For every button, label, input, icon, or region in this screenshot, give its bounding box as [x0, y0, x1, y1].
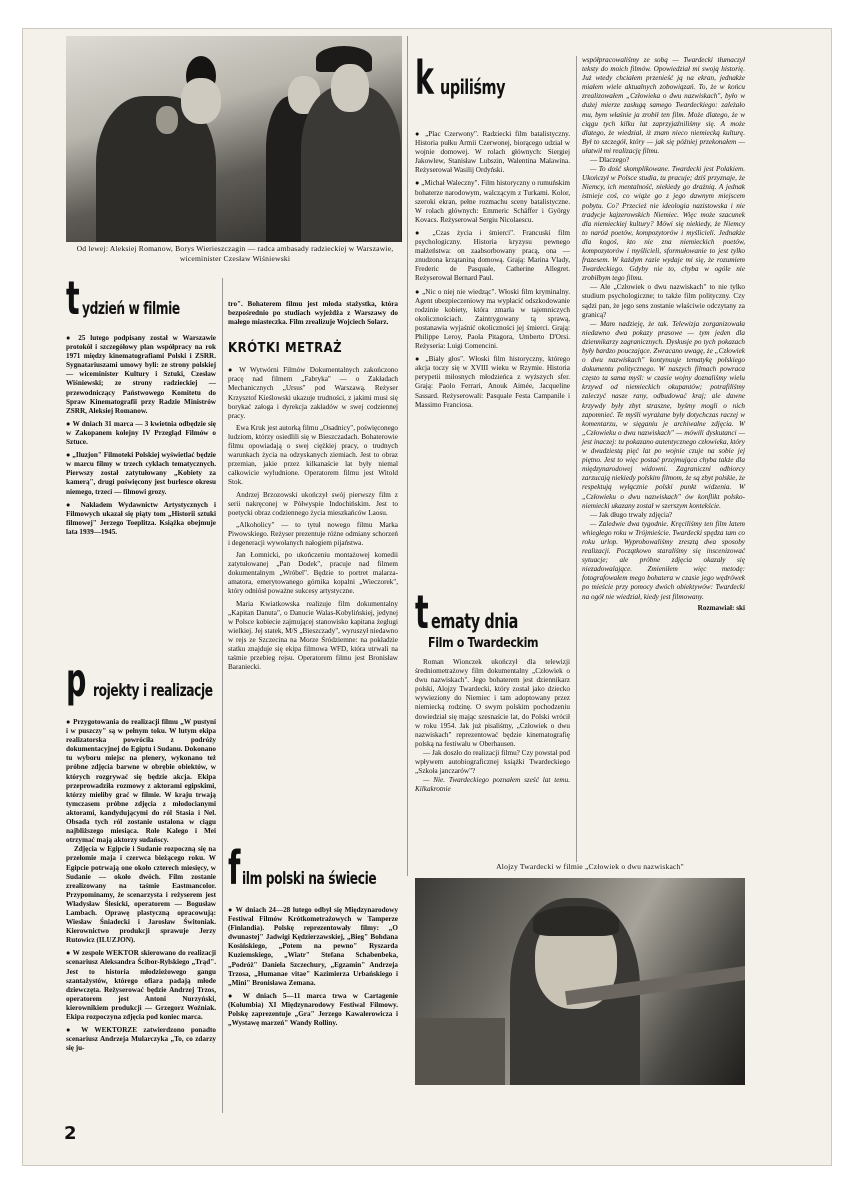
kupilismy-p1: ● „Plac Czerwony". Radziecki film batalistyczny. Historia pułku Armii Czerwonej, biorącego udział w wojnie domowej. W rolach głównych: Siergiej Jakowlew, Stanisław Lubszin, Walentina Malawina. Reżyserował Wasilij Ordyński. — [415, 130, 570, 175]
krotki-p1: ● W Wytwórni Filmów Dokumentalnych zakończono pracę nad filmem „Fabryka" — o Zakładach Mechanicznych „Ursus" pod Warszawą. Reżyser Krzysztof Kieślowski ukazuje trudności, z jakimi musi się borykać załoga i dyrekcja zakładów w swej codziennej pracy. — [228, 366, 398, 420]
tematy-p2: — Jak doszło do realizacji filmu? Czy powstał pod wpływem autobiograficznej książki Twardeckiego „Szkoła janczarów"? — [415, 748, 570, 776]
photo-delegation — [66, 36, 402, 242]
krotki-p5: Jan Łomnicki, po ukończeniu montażowej komedii zatytułowanej „Pan Dodek", pracuje nad filmem dokumentalnym „Wróbel". Będzie to portret malarza-amatora, emerytowanego górnika kopalni „Wieczorek", który odniósł poważne sukcesy artystyczne. — [228, 551, 398, 596]
section-tydzien — [66, 271, 216, 537]
page-number: 2 — [64, 1123, 77, 1144]
krotki-p6: Maria Kwiatkowska realizuje film dokumentalny „Kapitan Danuta", o Danucie Walas-Kobylińskiej, jedynej w Polsce kobiecie zajmującej stanowisko kapitana żeglugi wielkiej. Jej statek, M/S „Bieszczady", wyruszył niedawno w rejs ze Szczecina na Morze Śródziemne: na pokładzie statku znajduje się ekipa filmowa WFD, która utrwali na taśmie przebieg rejsu. Operatorem filmu jest Bronisław Baraniecki. — [228, 599, 398, 672]
section-swiat — [228, 841, 398, 1028]
interview-p7: — Zaledwie dwa tygodnie. Kręciliśmy ten film latem whiegłego roku w Trójmieście. Twardecki spędza tam co roku urlop. Wyprobowaliśmy zresztą dwa sposoby realizacji. Początkowo staraliśmy się inscenizować sytuacje; ale próbne zdjęcia okazały się niezadowalające. Zmieniłem więc metodę: fotografowałem mego bohatera w czasie jego wędrówek po mieście przy pomocy dwóch obiektywów: Twardecki na ogół nie wiedział, kiedy jest filmowany. — [582, 519, 745, 601]
column-rule-3 — [576, 56, 577, 862]
krotki-p3: Andrzej Brzozowski ukończył swój pierwszy film z serii nakręconej w Półwyspie Indochińskim. Jest to poetycki obraz codziennego życia mieszkańców Laosu. — [228, 490, 398, 517]
section-kupilismy — [415, 51, 570, 410]
krotki-title: KRÓTKI METRAŻ — [228, 341, 343, 357]
tydzien-title: ydzień w filmie — [82, 299, 180, 319]
kupilismy-title: upiliśmy — [439, 75, 505, 99]
tematy-title: ematy dnia — [431, 609, 518, 633]
interview-p5: — Mam nadzieję, że tak. Telewizja zorganizowała niedawno dwa pokazy prasowe — tym jeden dla dziennikarzy zagranicznych. Dyskusje po tych pokazach były bardzo pouczające. Zwracano uwagę, że „Człowiek o dwu nazwiskach" kontynuuje tematykę polskiego dokumentu politycznego. W naszych filmach powraca często ta sama myśl: w czasie wojny doznaliśmy wielu krzywd od niemieckich okupantów; potrafiliśmy zaleczyć nasze rany, odbudować kraj; ale dawne krzywdy były zbyt straszne, byśmy mogli o nich zapomnieć. Te myśli wyrażane były dotychczas raczej w komentarzu, w sięganiu je archiwalne zdjęcia. W „Człowieku o dwu nazwiskach" — mówili dyskutanci — jest inaczej: tu pokazano autentycznego człowieka, który w dwudziestą pięć lat po wojnie czuje na sobie jej piętno. Jest to więc postać przejmująca chyba także dla międzynarodowej widowni. Zagraniczni odbiorcy zarzucają niekiedy polskim filmom, że są zbyt polskie, że respektują wyłącznie polski punkt widzenia. W „Człowieku o dwu nazwiskach" ów konflikt polsko-niemiecki ukazany został w szerszym kontekście. — [582, 319, 745, 510]
tematy-subtitle: Film o Twardeckim — [427, 636, 538, 651]
tematy-p1: Roman Wionczek ukończył dla telewizji średniometrażowy film dokumentalny „Człowiek o dwu nazwiskach". Jego bohaterem jest dziennikarz polski, Alojzy Twardecki, który został jako dziecko wywieziony do Niemiec i tam adoptowany przez niemiecką rodzinę. O swym polskim pochodzeniu dowiedział się mając szesnaście lat, do Polski wrócił w roku 1954. Jak już pisaliśmy, „Człowiek o dwu nazwiskach" reprezentować będzie kinematografię polską na festiwalu w Oberhausen. — [415, 658, 570, 748]
kupilismy-p3: ● „Czas życia i śmierci". Francuski film psychologiczny. Historia kryzysu pewnego małżeństwa: on zaabsorbowany pracą, ona — znudzona krzątaniną domową. Grają: Marina Vlady, Frederic de Pasquale, Catherine Allegret. Reżyserował Bernard Paul. — [415, 228, 570, 283]
kupilismy-heading — [415, 51, 570, 105]
kupilismy-p5: ● „Biały głos". Włoski film historyczny, którego akcja toczy się w XVIII wieku w Rzymie. Historia perypetii miłosnych młodzieńca z wyższych sfer. Grają: Paolo Ferrari, Anouk Aimée, Jacqueline Sassard. Reżyserowali: Pasquale Festa Campanile i Massimo Franciosa. — [415, 355, 570, 409]
tematy-p3: — Nie. Twardeckiego poznałem sześć lat temu. Kilkakrotnie — [415, 776, 570, 794]
tydzien-initial: t — [66, 271, 79, 325]
col2-continuation: tro". Bohaterem filmu jest młoda stażystka, która bezpośrednio po studiach wyjeżdża z Warszawy do małego miasteczka. Film zrealizuje Wojciech Solarz. — [228, 300, 398, 327]
photo-twardecki — [415, 878, 745, 1085]
tydzien-p4: ● Nakładem Wydawnictw Artystycznych i Filmowych ukazał się piąty tom „Historii sztuki filmowej" Jerzego Toeplitza. Książka obejmuje lata 1939—1945. — [66, 500, 216, 536]
projekty-title: rojekty i realizacje — [92, 681, 213, 701]
column-rule-2 — [407, 36, 408, 876]
swiat-title: ilm polski na świecie — [242, 869, 377, 889]
tydzien-p2: ● W dniach 31 marca — 3 kwietnia odbędzie się w Zakopanem kolejny IV Przegląd Filmów o Sztuce. — [66, 419, 216, 447]
interview-p2: — Dlaczego? — [590, 156, 630, 165]
section-interview — [582, 56, 745, 613]
section-tematy — [415, 585, 570, 794]
krotki-p4: „Alkoholicy" — to tytuł nowego filmu Marka Piwowskiego. Reżyser prezentuje różne odmiany schorzeń i degeneracji wywołanych nałogiem pijaństwa. — [228, 520, 398, 547]
tydzien-heading — [66, 271, 216, 325]
tydzien-p3: ● „Iluzjon" Filmoteki Polskiej wyświetlać będzie w marcu filmy w trzech cyklach tematycznych. Pierwszy został zatytułowany „Kobiety za kamerą", drugi poświęcony jest burlesce okresu niemego, trzeci — filmowi grozy. — [66, 451, 216, 496]
photo1-caption: Od lewej: Aleksiej Romanow, Borys Wierieszczagin — radca ambasady radzieckiej w Warszawie, wiceminister Czesław Wiśniewski — [76, 244, 394, 263]
interview-p1: współpracowaliśmy ze sobą — Twardecki tłumaczył teksty do moich filmów. Opowiedział mi swoją historię. Już wtedy chciałem przenieść ją na ekran, jednakże miałem wiele aktualnych zobowiązań. To, że w końcu zrealizowałem „Człowieka o dwu nazwiskach", było w dużej mierze zasługą samego Twardeckiego: zależało mu, bym właśnie ja zrobił ten film. Może dlatego, że w ciągu tych kilku lat zaprzyjaźniliśmy się. A może dlatego, że wiedział, iż znam nieco niemiecką kulturę. Był to szczegół, który — jak się później przekonałem — ułatwił mi realizację filmu. — [582, 56, 745, 155]
section-projekty — [66, 653, 216, 1053]
section-col2 — [228, 300, 398, 672]
projekty-p3: ● W zespole WEKTOR skierowano do realizacji scenariusz Aleksandra Ścibor-Rylskiego „Trąd". Jest to historia młodzieżowego gangu szantażystów, którego ofiara padają młode dziewczęta. Reżyserować będzie Andrzej Trzos, operatorem jest Antoni Nurzyński, kierownikiem produkcji — Grzegorz Woźniak. Ekipa rozpoczyna zdjęcia pod koniec marca. — [66, 949, 216, 1021]
interview-signature: Rozmawiał: ski — [697, 603, 745, 612]
interview-p3: — To dość skomplikowane. Twardecki jest Polakiem. Ukończył w Polsce studia, tu pracuje; dziś przyznaje, że Niemcy, ich mentalność, niekiedy go drażnią. A jednak istnieje coś, co wiąże go z jego dawnym miejscem pobytu. Co? Przecież nie ideologia nazistowska i nie tradycje kajzerowskich Niemiec. Więc może szacunek dla niemieckiej kultury? Mówi się niekiedy, że Niemcy to naród poetów, kompozytorów i myślicieli. Jednakże dla kogoś, kto nie zna niemieckich poetów, kompozytorów i myślicieli, sformułowanie to jest tylko frazesem. W każdym razie wydaje mi się, że rozumiem Twardeckiego. Gdyby nie to, chyba w ogóle nie zrobiłbym tego filmu. — [582, 165, 745, 283]
column-rule — [222, 278, 223, 1113]
swiat-p2: ● W dniach 5—11 marca trwa w Cartagenie (Kolumbia) XI Międzynarodowy Festiwal Filmowy. Polskę zaprezentuje „Gra" Jerzego Kawalerowicza i „Wystawę marzeń" Wandy Rolliny. — [228, 991, 398, 1028]
tydzien-p1: ● 25 lutego podpisany został w Warszawie protokół i szczegółowy plan współpracy na rok 1971 między kinematografiami Polski i ZSRR. Sygnatariuszami umowy byli: ze strony polskiej — wiceminister Kultury i Sztuki, Czesław Wiśniewski; ze strony radzieckiej — przewodniczący Państwowego Komitetu do Spraw Kinematografii przy Radzie Ministrów ZSRR, Aleksiej Romanow. — [66, 334, 216, 415]
projekty-heading — [66, 653, 216, 707]
projekty-p2: Zdjęcia w Egipcie i Sudanie rozpoczną się na przełomie maja i czerwca bieżącego roku. W Egipcie potrwają one około czterech miesięcy, w Sudanie — około dwóch. Film zostanie zrealizowany na taśmie Eastmancolor. Przypominamy, że scenarzysta i reżyserem jest Władysław Ślesicki, operatorem — Bogusław Lambach. Oprawę plastyczną opracowują: Wiesław Śniadecki i Jarosław Świtoniak. Kierownictwo produkcji sprawuje Jerzy Rutowicz (ILUZJON). — [66, 845, 216, 945]
tematy-initial: t — [415, 585, 428, 639]
projekty-p1: ● Przygotowania do realizacji filmu „W pustyni i w puszczy" są w pełnym toku. W lutym ekipa realizatorska powróciła z podróży dokumentacyjnej do Egiptu i Sudanu. Dokonano tu wyboru miejsc na plenery, wykonano też próbne zdjęcia barwne w obrębie obiektów, w których rozgrywać się będzie akcja. Ekipa przeprowadziła rozmowy z aktorami egipskimi, którzy mieliby grać w filmie. W kraju trwają tymczasem próbne zdjęcia z młodocianymi aktorami, kandydującymi do ról Stasia i Nel. Obsada tych ról zostanie ustalona w ciągu najbliższego miesiąca. Role Kalego i Mei otrzymać mają aktorzy sudańscy. — [66, 718, 216, 845]
kupilismy-p2: ● „Michał Waleczny". Film historyczny o rumuńskim bohaterze narodowym, walczącym z Turkami. Kolor, szeroki ekran, pełne rozmachu sceny batalistyczne. W rolach głównych: Emmeric Schäffer i György Kovacs. Reżyserował Sergiu Nicolaescu. — [415, 179, 570, 224]
krotki-p2: Ewa Kruk jest autorką filmu „Osadnicy", poświęconego ludziom, którzy osiedlili się w Bieszczadach. Bohaterowie filmu opowiadają o swej ciężkiej pracy, o trudnych warunkach życia na odzyskanych ziemiach. Jest to obraz przemian, jakie przez kilkanaście lat były niemal całkowicie wyludnione. Operatorem filmu jest Witold Stok. — [228, 423, 398, 487]
tematy-heading — [415, 585, 570, 639]
projekty-initial: p — [66, 653, 86, 707]
swiat-heading — [228, 841, 398, 895]
swiat-initial: f — [228, 841, 240, 895]
interview-p6: — Jak długo trwały zdjęcia? — [590, 510, 673, 519]
interview-p4: — Ale „Człowiek o dwu nazwiskach" to nie tylko studium psychologiczne; to także film polityczny. Czy sądzi pan, że jego sens zostanie właściwie odczytany za granicą? — [582, 283, 745, 319]
kupilismy-p4: ● „Nic o niej nie wiedząc". Włoski film kryminalny. Agent ubezpieczeniowy ma wypłacić odszkodowanie rodzinie kobiety, która zmarła w tajemniczych okolicznościach. Zaintrygowany tą sprawą, postanawia wyjaśnić okoliczności jej śmierci. Grają: Philippe Leroy, Paola Pitagora, Umberto D'Orsi. Reżyseria: Luigi Comencini. — [415, 287, 570, 351]
photo2-caption: Alojzy Twardecki w filmie „Człowiek o dwu nazwiskach" — [496, 862, 684, 871]
swiat-p1: ● W dniach 24—28 lutego odbył się Międzynarodowy Festiwal Filmów Krótkometrażowych w Tamperze (Finlandia). Polskę reprezentowały filmy: „O dwunastej" Jadwigi Kędzierzawskiej, „Bieg" Bohdana Kosińskiego, „Potem na pewno" Ryszarda Kuziemskiego, „Wiatr" Stefana Schabenbeka, „Podróż" Daniela Szczechury, „Egzamin" Andrzeja Trzosa, „Humanae vitae" Kazimierza Urbańskiego i „Mini" Bronisława Zemana. — [228, 906, 398, 987]
tematy-subtitle-wrap — [415, 634, 570, 652]
kupilismy-initial: k — [415, 51, 433, 105]
projekty-p4: ● W WEKTORZE zatwierdzono ponadto scenariusz Andrzeja Mularczyka „To, co zdarzy się ju- — [66, 1026, 216, 1053]
